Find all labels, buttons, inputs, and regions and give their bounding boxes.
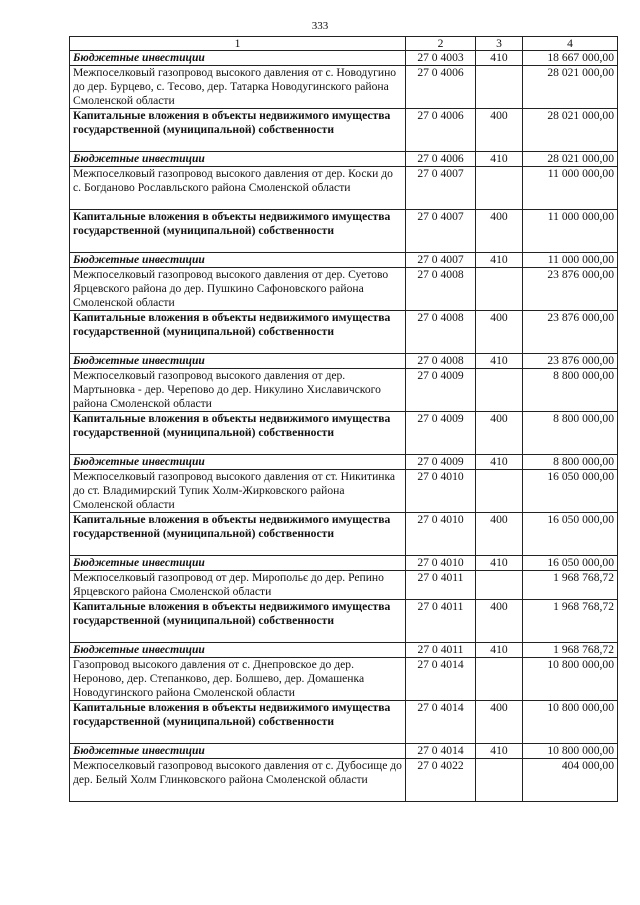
row-target-code: 27 0 4007 [406, 210, 476, 253]
table-row [70, 167, 618, 210]
row-target-code: 27 0 4011 [406, 600, 476, 643]
table-row [70, 268, 618, 311]
table-header-row [70, 37, 618, 51]
table-row [70, 354, 618, 369]
row-target-code: 27 0 4007 [406, 167, 476, 210]
table-row [70, 556, 618, 571]
column-header-sum: 4 [523, 37, 618, 51]
row-expense-type: 410 [476, 556, 523, 571]
row-expense-type: 410 [476, 455, 523, 470]
row-target-code: 27 0 4014 [406, 658, 476, 701]
row-name: Капитальные вложения в объекты недвижимого имущества государственной (муниципальной) собственности [70, 210, 406, 253]
table-row [70, 369, 618, 412]
row-amount: 1 968 768,72 [523, 643, 618, 658]
row-expense-type: 410 [476, 744, 523, 759]
row-amount: 1 968 768,72 [523, 571, 618, 600]
row-name: Межпоселковый газопровод высокого давления от дер. Коски до с. Богданово Рославльского района Смоленской области [70, 167, 406, 210]
row-target-code: 27 0 4010 [406, 470, 476, 513]
row-name: Бюджетные инвестиции [70, 455, 406, 470]
table-row [70, 412, 618, 455]
row-name: Бюджетные инвестиции [70, 354, 406, 369]
row-target-code: 27 0 4006 [406, 152, 476, 167]
table-row [70, 109, 618, 152]
row-expense-type: 410 [476, 643, 523, 658]
row-name: Капитальные вложения в объекты недвижимого имущества государственной (муниципальной) собственности [70, 701, 406, 744]
row-expense-type: 400 [476, 311, 523, 354]
row-amount: 16 050 000,00 [523, 470, 618, 513]
budget-table [69, 36, 618, 802]
row-amount: 28 021 000,00 [523, 109, 618, 152]
table-row [70, 701, 618, 744]
row-target-code: 27 0 4014 [406, 701, 476, 744]
row-amount: 23 876 000,00 [523, 311, 618, 354]
row-target-code: 27 0 4008 [406, 311, 476, 354]
row-name: Капитальные вложения в объекты недвижимого имущества государственной (муниципальной) собственности [70, 109, 406, 152]
row-expense-type [476, 369, 523, 412]
table-row [70, 571, 618, 600]
row-amount: 23 876 000,00 [523, 268, 618, 311]
row-amount: 11 000 000,00 [523, 210, 618, 253]
row-name: Бюджетные инвестиции [70, 253, 406, 268]
row-amount: 18 667 000,00 [523, 51, 618, 66]
row-name: Капитальные вложения в объекты недвижимого имущества государственной (муниципальной) собственности [70, 513, 406, 556]
row-name: Межпоселковый газопровод высокого давления от ст. Никитинка до ст. Владимирский Тупик Холм-Жирковского района Смоленской области [70, 470, 406, 513]
row-name: Межпоселковый газопровод высокого давления от дер. Суетово Ярцевского района до дер. Пушкино Сафоновского района Смоленской области [70, 268, 406, 311]
row-name: Межпоселковый газопровод от дер. Миропольє до дер. Репино Ярцевского района Смоленской области [70, 571, 406, 600]
row-expense-type [476, 571, 523, 600]
row-target-code: 27 0 4022 [406, 759, 476, 802]
row-expense-type [476, 759, 523, 802]
row-amount: 11 000 000,00 [523, 253, 618, 268]
column-header-code: 2 [406, 37, 476, 51]
row-amount: 10 800 000,00 [523, 658, 618, 701]
row-target-code: 27 0 4011 [406, 571, 476, 600]
row-expense-type: 410 [476, 152, 523, 167]
table-row [70, 759, 618, 802]
row-name: Межпоселковый газопровод высокого давления от дер. Мартыновка - дер. Черепово до дер. Никулино Хиславичского района Смоленской области [70, 369, 406, 412]
table-row [70, 455, 618, 470]
row-amount: 1 968 768,72 [523, 600, 618, 643]
row-expense-type: 410 [476, 51, 523, 66]
row-amount: 16 050 000,00 [523, 556, 618, 571]
row-expense-type [476, 268, 523, 311]
table-row [70, 513, 618, 556]
row-amount: 10 800 000,00 [523, 744, 618, 759]
row-name: Бюджетные инвестиции [70, 556, 406, 571]
row-name: Бюджетные инвестиции [70, 51, 406, 66]
row-expense-type: 400 [476, 210, 523, 253]
row-amount: 404 000,00 [523, 759, 618, 802]
row-expense-type: 410 [476, 253, 523, 268]
row-target-code: 27 0 4009 [406, 455, 476, 470]
row-name: Бюджетные инвестиции [70, 744, 406, 759]
row-amount: 28 021 000,00 [523, 152, 618, 167]
row-name: Газопровод высокого давления от с. Днепровское до дер. Нероново, дер. Степанково, дер. Болшево, дер. Домашенка Новодугинского района Смоленской области [70, 658, 406, 701]
table-body [70, 51, 618, 802]
row-expense-type [476, 66, 523, 109]
row-name: Капитальные вложения в объекты недвижимого имущества государственной (муниципальной) собственности [70, 412, 406, 455]
row-target-code: 27 0 4009 [406, 369, 476, 412]
row-name: Бюджетные инвестиции [70, 152, 406, 167]
row-amount: 10 800 000,00 [523, 701, 618, 744]
row-amount: 8 800 000,00 [523, 412, 618, 455]
row-target-code: 27 0 4014 [406, 744, 476, 759]
row-amount: 8 800 000,00 [523, 455, 618, 470]
row-expense-type [476, 470, 523, 513]
table-row [70, 600, 618, 643]
row-amount: 16 050 000,00 [523, 513, 618, 556]
row-target-code: 27 0 4003 [406, 51, 476, 66]
row-name: Капитальные вложения в объекты недвижимого имущества государственной (муниципальной) собственности [70, 311, 406, 354]
row-name: Межпоселковый газопровод высокого давления от с. Дубосище до дер. Белый Холм Глинковского района Смоленской области [70, 759, 406, 802]
row-target-code: 27 0 4008 [406, 268, 476, 311]
row-expense-type: 400 [476, 513, 523, 556]
row-name: Бюджетные инвестиции [70, 643, 406, 658]
table-row [70, 311, 618, 354]
row-expense-type [476, 167, 523, 210]
row-target-code: 27 0 4008 [406, 354, 476, 369]
row-target-code: 27 0 4009 [406, 412, 476, 455]
table-row [70, 658, 618, 701]
row-expense-type: 410 [476, 354, 523, 369]
row-amount: 23 876 000,00 [523, 354, 618, 369]
table-row [70, 253, 618, 268]
row-amount: 28 021 000,00 [523, 66, 618, 109]
row-expense-type: 400 [476, 701, 523, 744]
table-row [70, 210, 618, 253]
page-number: 333 [311, 20, 329, 32]
table-row [70, 470, 618, 513]
row-expense-type: 400 [476, 109, 523, 152]
row-target-code: 27 0 4010 [406, 513, 476, 556]
row-target-code: 27 0 4006 [406, 109, 476, 152]
column-header-name: 1 [70, 37, 406, 51]
table-row [70, 643, 618, 658]
row-target-code: 27 0 4007 [406, 253, 476, 268]
table-row [70, 152, 618, 167]
row-name: Капитальные вложения в объекты недвижимого имущества государственной (муниципальной) собственности [70, 600, 406, 643]
row-expense-type [476, 658, 523, 701]
table-row [70, 744, 618, 759]
row-expense-type: 400 [476, 412, 523, 455]
table-row [70, 66, 618, 109]
row-target-code: 27 0 4006 [406, 66, 476, 109]
column-header-type: 3 [476, 37, 523, 51]
row-amount: 8 800 000,00 [523, 369, 618, 412]
row-target-code: 27 0 4010 [406, 556, 476, 571]
row-target-code: 27 0 4011 [406, 643, 476, 658]
row-name: Межпоселковый газопровод высокого давления от с. Новодугино до дер. Бурцево, с. Тесово, дер. Татарка Новодугинского района Смоленской области [70, 66, 406, 109]
table-row [70, 51, 618, 66]
row-expense-type: 400 [476, 600, 523, 643]
row-amount: 11 000 000,00 [523, 167, 618, 210]
